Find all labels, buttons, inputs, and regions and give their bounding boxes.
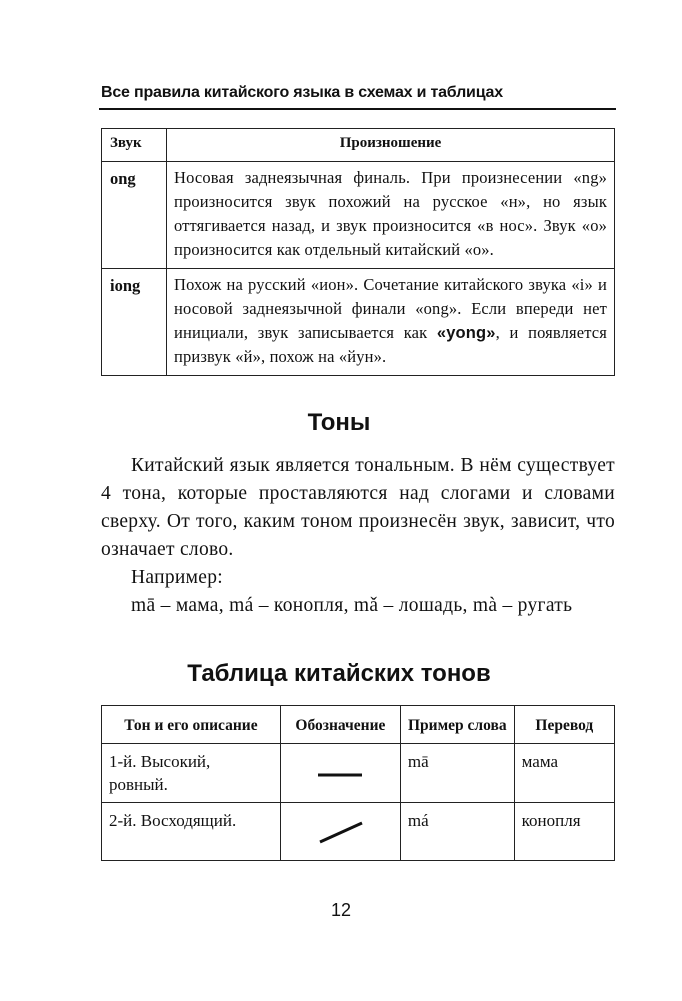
page-number: 12 [330, 900, 352, 920]
column-header-tone: Тон и его описание [102, 706, 281, 744]
section-heading-tones: Тоны [307, 409, 371, 436]
pronunciation-cell: Носовая заднеязычная финаль. При произнесении «ng» произносится звук похожий на русское «н», но язык оттягивается назад, и звук произносится «в нос». Звук «о» произносится как отдельный китайский «о». [167, 162, 615, 269]
translation-cell: мама [514, 744, 614, 803]
running-head: Все правила китайского языка в схемах и таблицах [101, 84, 503, 101]
tone-description-cell: 1-й. Высокий, ровный. [102, 744, 281, 803]
paragraph: mā – мама, má – конопля, mǎ – лошадь, mà – ругать [131, 595, 573, 616]
pronunciation-text-before: Похож на русский «ион». Сочетание китайского звука «i» и носовой заднеязычной финали «ong». Если впереди нет инициали, звук записывается как [174, 275, 607, 342]
table-row [102, 162, 615, 269]
section-heading-tones-table: Таблица китайских тонов [187, 660, 491, 687]
level-tone-mark-icon [310, 763, 370, 783]
rising-tone-mark-icon [310, 817, 370, 847]
tones-table [101, 705, 615, 861]
column-header-translation: Перевод [514, 706, 614, 744]
tones-body-text [101, 452, 615, 620]
table-row [102, 803, 615, 861]
paragraph: Китайский язык является тональным. В нём существует 4 тона, которые проставляются над слогами и словами сверху. От того, каким тоном произнесён звук, зависит, что означает слово. [101, 455, 615, 560]
example-word-cell: má [400, 803, 514, 861]
column-header-pronunciation: Произношение [167, 129, 615, 162]
paragraph: Например: [131, 567, 223, 588]
pronunciation-bold-example: «yong» [436, 324, 496, 342]
column-header-mark: Обозначение [280, 706, 400, 744]
table-header-row [102, 129, 615, 162]
example-word-cell: mā [400, 744, 514, 803]
sound-cell: iong [102, 269, 167, 376]
table-row [102, 269, 615, 376]
running-head-rule [99, 108, 616, 110]
tone-description-cell: 2-й. Восходящий. [102, 803, 281, 861]
table-header-row [102, 706, 615, 744]
sound-cell: ong [102, 162, 167, 269]
pronunciation-cell [167, 269, 615, 376]
table-row [102, 744, 615, 803]
sounds-table [101, 128, 615, 376]
translation-cell: конопля [514, 803, 614, 861]
column-header-sound: Звук [102, 129, 167, 162]
column-header-example: Пример слова [400, 706, 514, 744]
pronunciation-text-after: , и появляется призвук «й», похож на «йун». [174, 323, 607, 366]
tone-mark-cell [280, 744, 400, 803]
tone-mark-cell [280, 803, 400, 861]
